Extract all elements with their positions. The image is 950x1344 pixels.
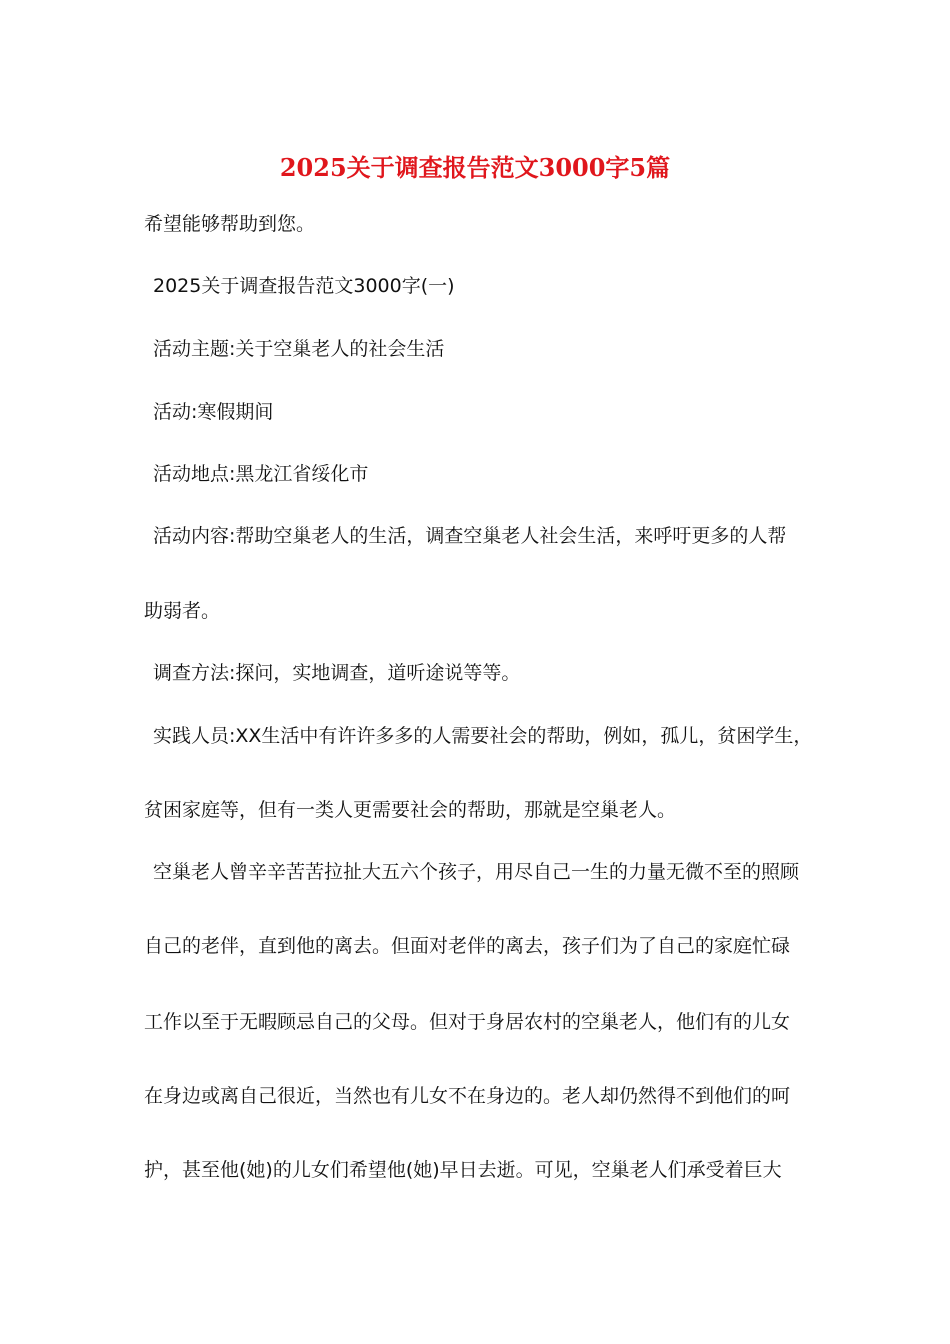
paragraph-line: 在身边或离自己很近，当然也有儿女不在身边的。老人却仍然得不到他们的呵 xyxy=(144,1085,791,1107)
paragraph-line: 自己的老伴，直到他的离去。但面对老伴的离去，孩子们为了自己的家庭忙碌 xyxy=(144,935,791,957)
paragraph-line: 贫困家庭等，但有一类人更需要社会的帮助，那就是空巢老人。 xyxy=(144,799,677,821)
paragraph-line: 调查方法:探问，实地调查，道听途说等等。 xyxy=(153,662,521,684)
paragraph-line: 活动地点:黑龙江省绥化市 xyxy=(153,463,369,485)
paragraph-line: 工作以至于无暇顾忌自己的父母。但对于身居农村的空巢老人，他们有的儿女 xyxy=(144,1011,791,1033)
paragraph-line: 空巢老人曾辛辛苦苦拉扯大五六个孩子，用尽自己一生的力量无微不至的照顾 xyxy=(153,861,800,883)
section-heading: 2025关于调查报告范文3000字(一) xyxy=(153,275,455,297)
paragraph-line: 护，甚至他(她)的儿女们希望他(她)早日去逝。可见，空巢老人们承受着巨大 xyxy=(144,1159,782,1181)
paragraph-line: 活动内容:帮助空巢老人的生活，调查空巢老人社会生活，来呼吁更多的人帮 xyxy=(153,525,787,547)
paragraph-line: 活动:寒假期间 xyxy=(153,401,274,423)
paragraph-line: 希望能够帮助到您。 xyxy=(144,213,316,235)
paragraph-line: 实践人员:XX生活中有许许多多的人需要社会的帮助，例如，孤儿，贫困学生， xyxy=(153,725,813,747)
paragraph-line: 助弱者。 xyxy=(144,600,221,622)
document-title: 2025关于调查报告范文3000字5篇 xyxy=(279,153,671,182)
paragraph-line: 活动主题:关于空巢老人的社会生活 xyxy=(153,338,445,360)
